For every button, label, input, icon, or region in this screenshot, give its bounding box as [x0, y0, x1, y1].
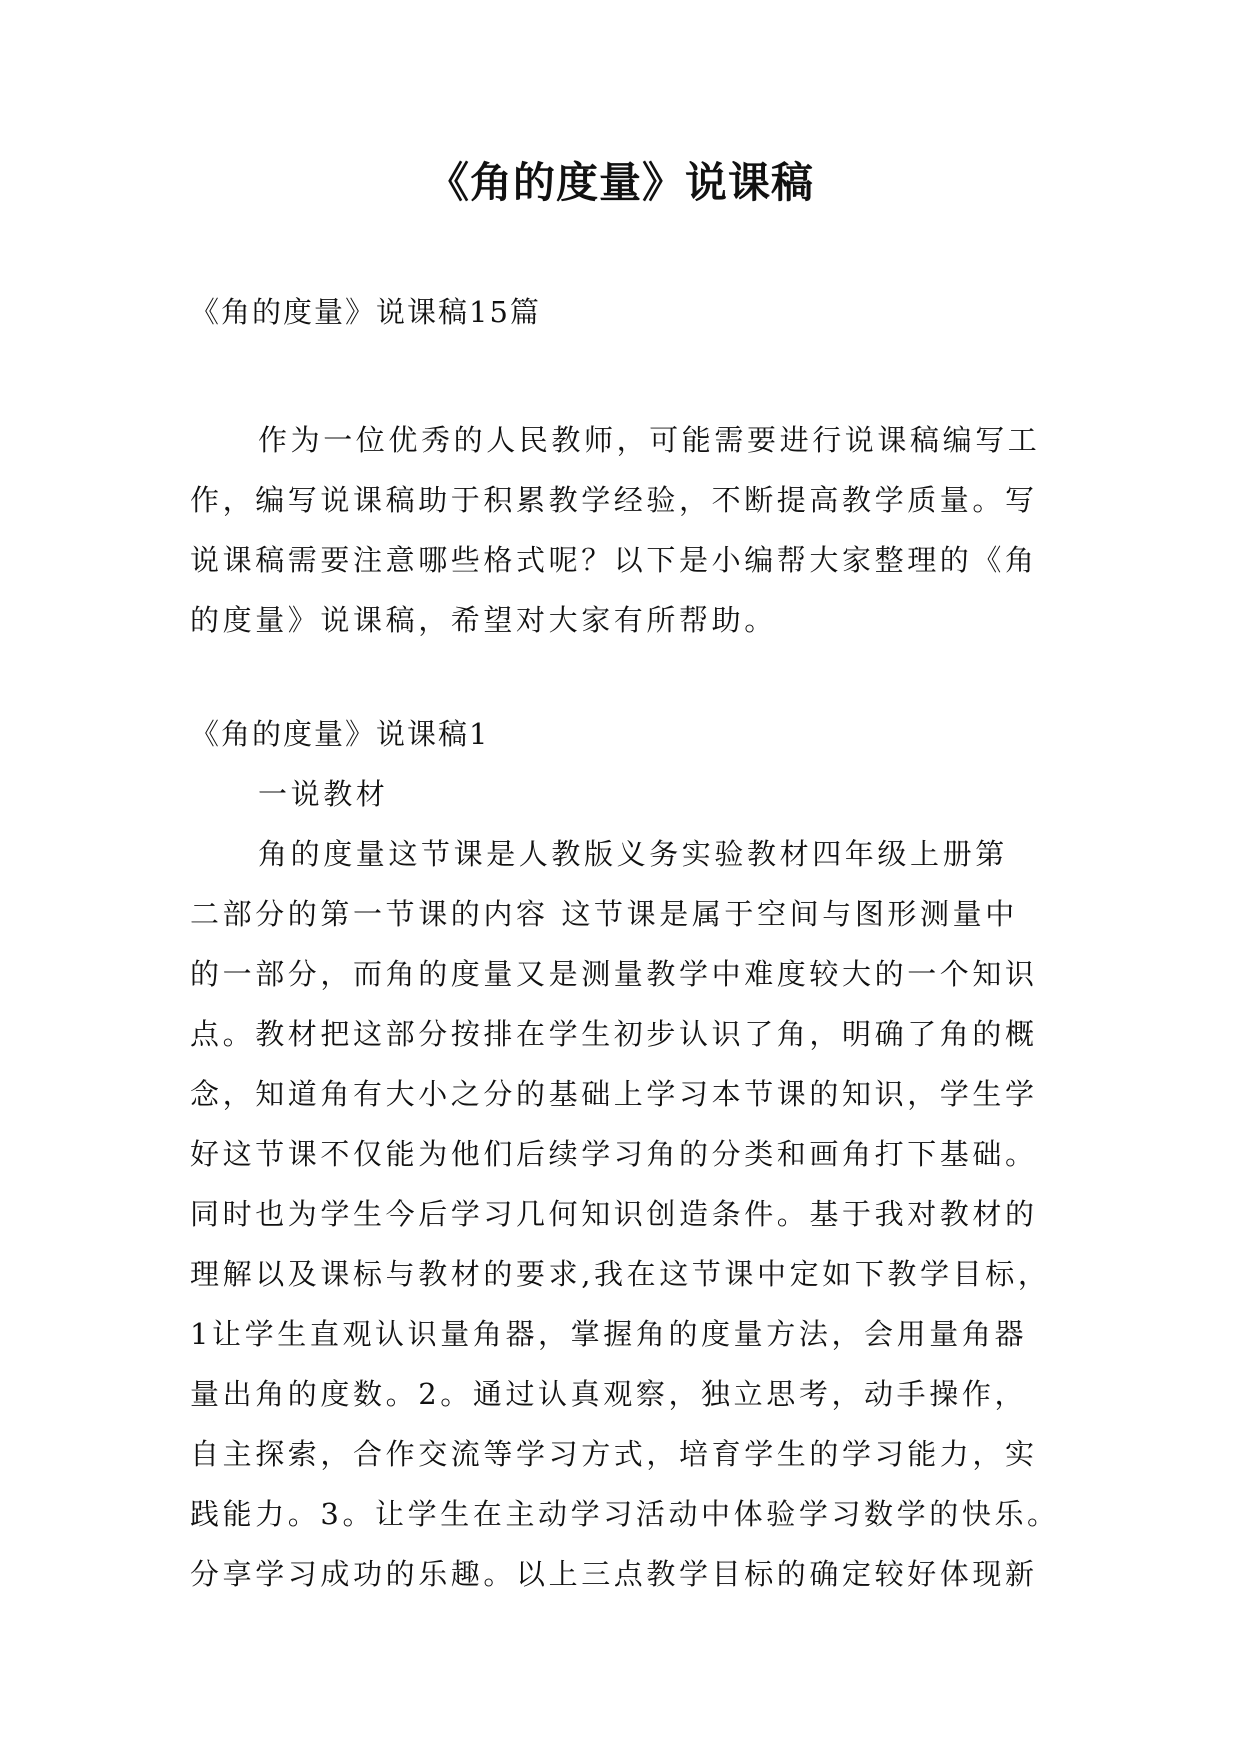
section-subheading: 一说教材 — [258, 777, 389, 811]
body-line: 的一部分，而角的度量又是测量教学中难度较大的一个知识 — [190, 957, 1038, 991]
body-line: 分享学习成功的乐趣。以上三点教学目标的确定较好体现新 — [190, 1557, 1038, 1591]
body-line: 践能力。3。让学生在主动学习活动中体验学习数学的快乐。 — [190, 1497, 1060, 1531]
body-line: 理解以及课标与教材的要求,我在这节课中定如下教学目标， — [190, 1257, 1051, 1291]
body-line: 念，知道角有大小之分的基础上学习本节课的知识，学生学 — [190, 1077, 1038, 1111]
document-subtitle: 《角的度量》说课稿15篇 — [190, 295, 541, 329]
body-line: 二部分的第一节课的内容 这节课是属于空间与图形测量中 — [190, 897, 1018, 931]
body-line: 自主探索，合作交流等学习方式，培育学生的学习能力，实 — [190, 1437, 1038, 1471]
body-line: 量出角的度数。2。通过认真观察，独立思考，动手操作， — [190, 1377, 1028, 1411]
intro-line: 作为一位优秀的人民教师，可能需要进行说课稿编写工 — [258, 423, 1041, 457]
body-line: 1让学生直观认识量角器，掌握角的度量方法，会用量角器 — [190, 1317, 1028, 1351]
body-line: 同时也为学生今后学习几何知识创造条件。基于我对教材的 — [190, 1197, 1038, 1231]
intro-line: 说课稿需要注意哪些格式呢？以下是小编帮大家整理的《角 — [190, 543, 1038, 577]
document-title: 《角的度量》说课稿 — [426, 158, 814, 207]
body-line: 点。教材把这部分按排在学生初步认识了角，明确了角的概 — [190, 1017, 1038, 1051]
intro-line: 的度量》说课稿，希望对大家有所帮助。 — [190, 603, 777, 637]
section-1 — [190, 704, 1070, 1604]
body-line: 好这节课不仅能为他们后续学习角的分类和画角打下基础。 — [190, 1137, 1038, 1171]
intro-paragraph — [190, 410, 1070, 650]
section-heading: 《角的度量》说课稿1 — [190, 717, 490, 751]
intro-line: 作，编写说课稿助于积累教学经验，不断提高教学质量。写 — [190, 483, 1038, 517]
body-line: 角的度量这节课是人教版义务实验教材四年级上册第 — [258, 837, 1008, 871]
